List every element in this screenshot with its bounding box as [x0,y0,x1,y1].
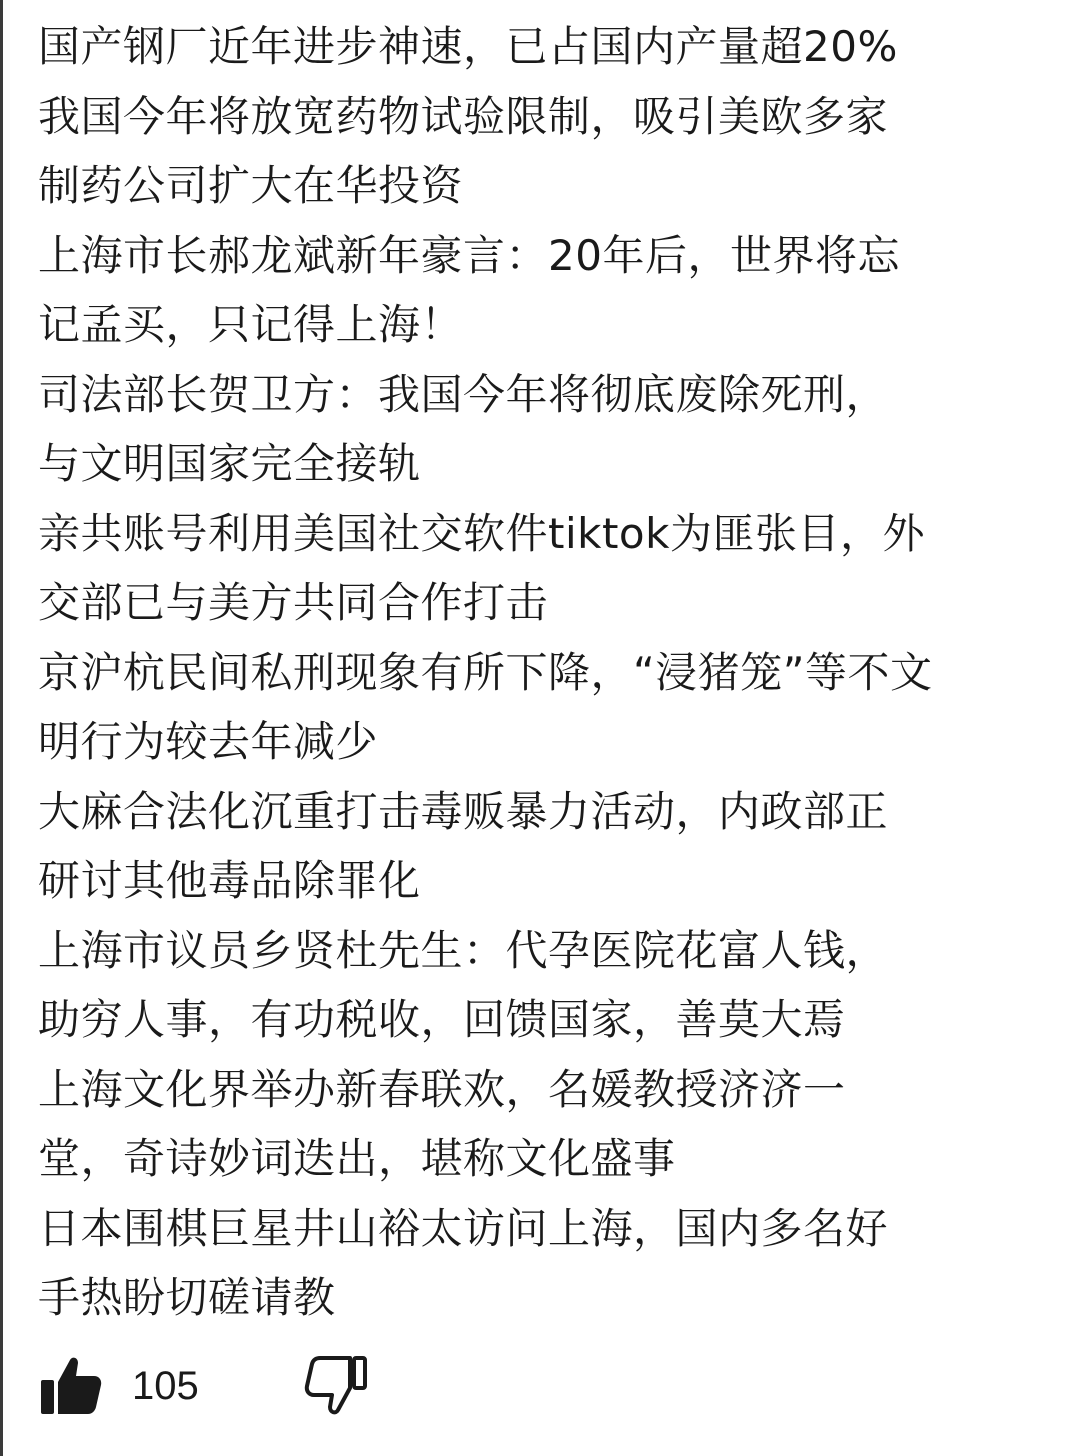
comment-line: 制药公司扩大在华投资 [38,161,464,210]
comment-line: 京沪杭民间私刑现象有所下降，“浸猪笼”等不文 [38,647,933,697]
comment-line: 手热盼切磋请教 [38,1273,336,1322]
dislike-button[interactable] [304,1352,370,1418]
thread-border [0,0,3,1456]
comment-line: 研讨其他毒品除罪化 [38,856,421,905]
comment-line: 上海文化界举办新春联欢，名媛教授济济一 [38,1064,846,1114]
comment-line: 我国今年将放宽药物试验限制，吸引美欧多家 [38,91,889,141]
comment-line: 堂，奇诗妙词迭出，堪称文化盛事 [38,1134,676,1183]
like-count: 105 [132,1364,199,1408]
thumbs-up-icon [38,1352,104,1418]
comment-actions [38,1352,438,1422]
comment-line: 记孟买，只记得上海！ [38,300,464,349]
comment-line: 日本围棋巨星井山裕太访问上海，国内多名好 [38,1203,889,1253]
comment-line: 大麻合法化沉重打击毒贩暴力活动，内政部正 [38,786,889,836]
comment-line: 交部已与美方共同合作打击 [38,578,549,627]
like-button[interactable] [38,1352,104,1418]
comment-line: 亲共账号利用美国社交软件tiktok为匪张目，外 [38,508,925,558]
comment-line: 国产钢厂近年进步神速，已占国内产量超20% [38,22,898,71]
comment-line: 司法部长贺卫方：我国今年将彻底废除死刑， [38,369,889,419]
thumbs-down-icon [304,1352,370,1418]
comment-line: 与文明国家完全接轨 [38,439,421,488]
comment-line: 上海市长郝龙斌新年豪言：20年后，世界将忘 [38,230,900,280]
comment-line: 助穷人事，有功税收，回馈国家，善莫大焉 [38,995,846,1044]
comment-line: 明行为较去年减少 [38,717,379,766]
comment-line: 上海市议员乡贤杜先生：代孕医院花富人钱， [38,925,889,975]
comment-text [38,12,1038,1333]
